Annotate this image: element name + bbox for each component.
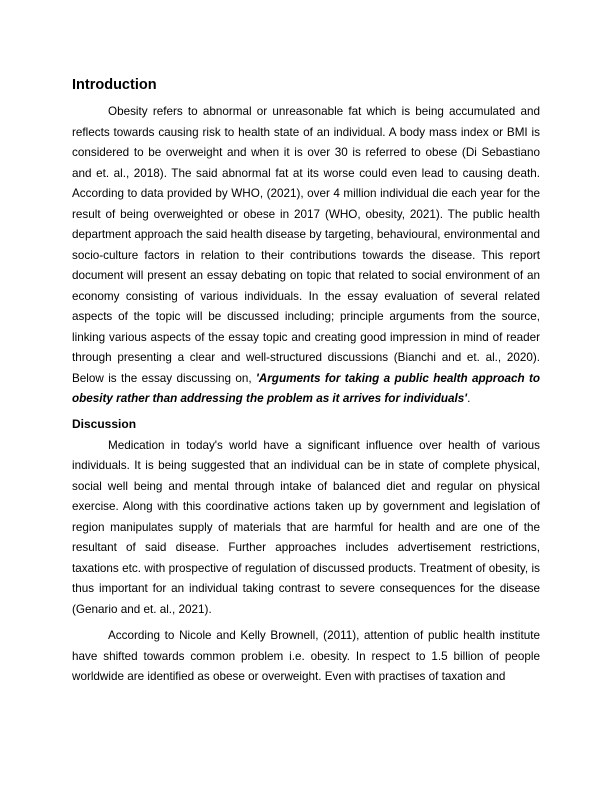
introduction-heading: Introduction xyxy=(72,77,157,93)
introduction-paragraph xyxy=(72,102,540,410)
discussion-paragraph-2: According to Nicole and Kelly Brownell, (2011), attention of public health institute have shifted towards common problem i.e. obesity. In respect to 1.5 billion of people worldwide are identified as obese or overweight. Even with practises of taxation and xyxy=(72,629,540,683)
essay-topic-emphasis: 'Arguments for taking a public health approach to obesity rather than addressing the problem as it arrives for individuals' xyxy=(72,371,540,405)
discussion-paragraph-1: Medication in today's world have a significant influence over health of various individuals. It is being suggested that an individual can be in state of complete physical, social well being and mental through intake of balanced diet and regular on physical exercise. Along with this coordinative actions taken up by government and legislation of region manipulates supply of materials that are harmful for health and are one of the resultant of said disease. Further approaches includes advertisement restrictions, taxations etc. with prospective of regulation of discussed products. Treatment of obesity, is thus important for an individual taking contrast to severe consequences for the disease (Genario and et. al., 2021). xyxy=(72,438,540,616)
document-page xyxy=(72,76,540,694)
introduction-end-punctuation: . xyxy=(467,392,471,405)
discussion-heading: Discussion xyxy=(72,416,137,431)
introduction-body-text: Obesity refers to abnormal or unreasonable fat which is being accumulated and reflects towards causing risk to health state of an individual. A body mass index or BMI is considered to be overweight and when it is over 30 is referred to obese (Di Sebastiano and et. al., 2018). The said abnormal fat at its worse could even lead to causing death. According to data provided by WHO, (2021), over 4 million individual die each year for the result of being overweighted or obese in 2017 (WHO, obesity, 2021). The public health department approach the said health disease by targeting, behavioural, environmental and socio-culture factors in relation to their contributions towards the disease. This report document will present an essay debating on topic that related to social environment of an economy consisting of various individuals. In the essay evaluation of several related aspects of the topic will be discussed including; principle arguments from the source, linking various aspects of the essay topic and creating good impression in mind of reader through presenting a clear and well-structured discussions (Bianchi and et. al., 2020). Below is the essay discussing on, xyxy=(72,105,540,385)
